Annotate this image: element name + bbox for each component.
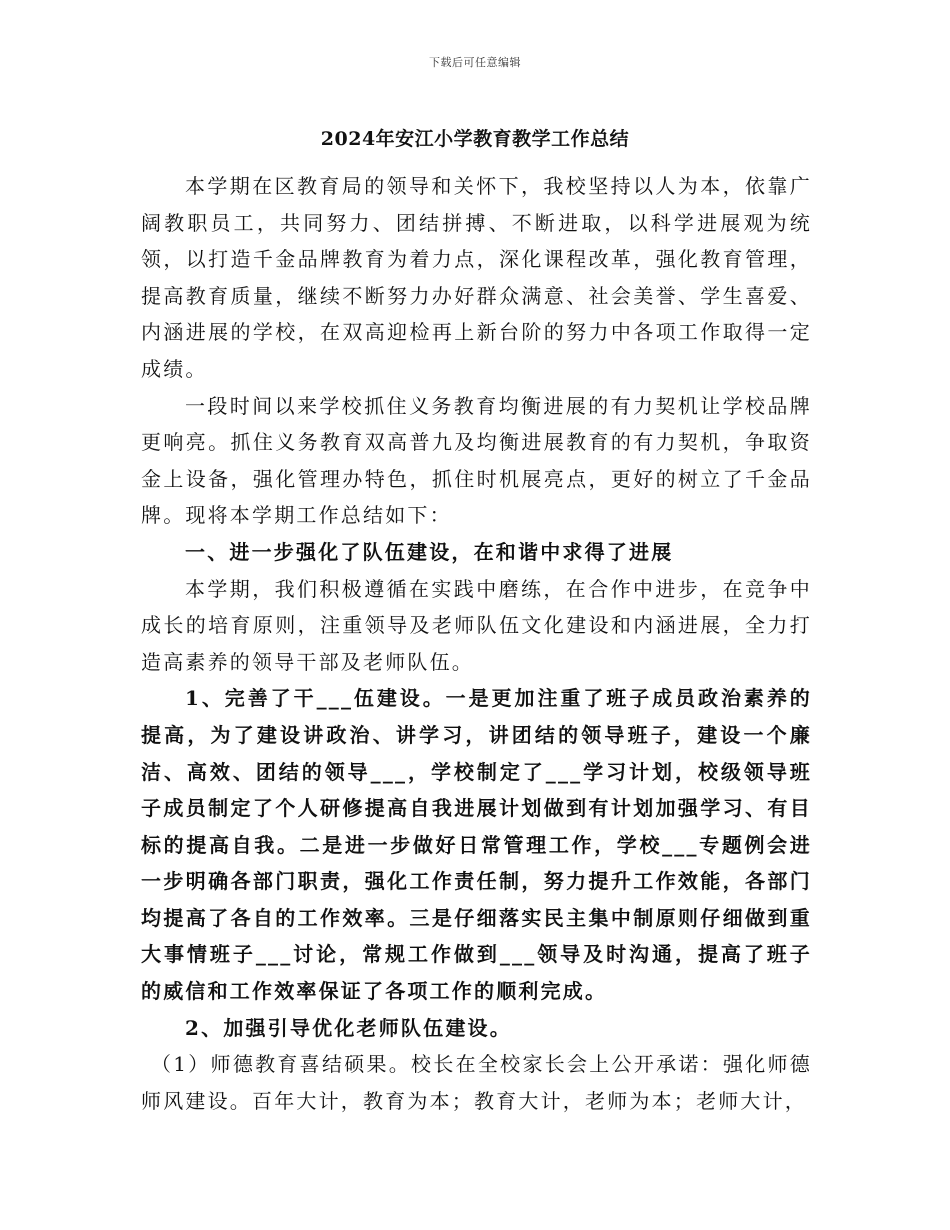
header-note: 下载后可任意编辑 — [429, 56, 521, 69]
section-heading-1: 一、进一步强化了队伍建设，在和谐中求得了进展 — [185, 539, 674, 564]
document-title: 2024年安江小学教育教学工作总结 — [320, 128, 630, 150]
item-2-heading: 2、加强引导优化老师队伍建设。 — [185, 1015, 512, 1040]
section-1-paragraph: 本学期，我们积极遵循在实践中磨练，在合作中进步，在竞争中成长的培育原则，注重领导及老师队伍文化建设和内涵进展，全力打造高素养的领导干部及老师队伍。 — [141, 576, 812, 674]
document-body — [141, 168, 812, 1119]
intro-paragraph: 本学期在区教育局的领导和关怀下，我校坚持以人为本，依靠广阔教职员工，共同努力、团结拼搏、不断进取，以科学进展观为统领，以打造千金品牌教育为着力点，深化课程改革，强化教育管理，提高教育质量，继续不断努力办好群众满意、社会美誉、学生喜爱、内涵进展的学校，在双高迎检再上新台阶的努力中各项工作取得一定成绩。 — [141, 174, 812, 381]
item-1-paragraph: 1、完善了干___伍建设。一是更加注重了班子成员政治素养的提高，为了建设讲政治、讲学习，讲团结的领导班子，建设一个廉洁、高效、团结的领导___，学校制定了___学习计划，校级领导班子成员制定了个人研修提高自我进展计划做到有计划加强学习、有目标的提高自我。二是进一步做好日常管理工作，学校___专题例会进一步明确各部门职责，强化工作责任制，努力提升工作效能，各部门均提高了各自的工作效率。三是仔细落实民主集中制原则仔细做到重大事情班子___讨论，常规工作做到___领导及时沟通，提高了班子的威信和工作效率保证了各项工作的顺利完成。 — [141, 686, 812, 1004]
subitem-1-paragraph: （1）师德教育喜结硕果。校长在全校家长会上公开承诺：强化师德师风建设。百年大计，教育为本；教育大计，老师为本；老师大计， — [141, 1052, 812, 1113]
overview-paragraph: 一段时间以来学校抓住义务教育均衡进展的有力契机让学校品牌更响亮。抓住义务教育双高普九及均衡进展教育的有力契机，争取资金上设备，强化管理办特色，抓住时机展亮点，更好的树立了千金品牌。现将本学期工作总结如下： — [141, 393, 812, 528]
